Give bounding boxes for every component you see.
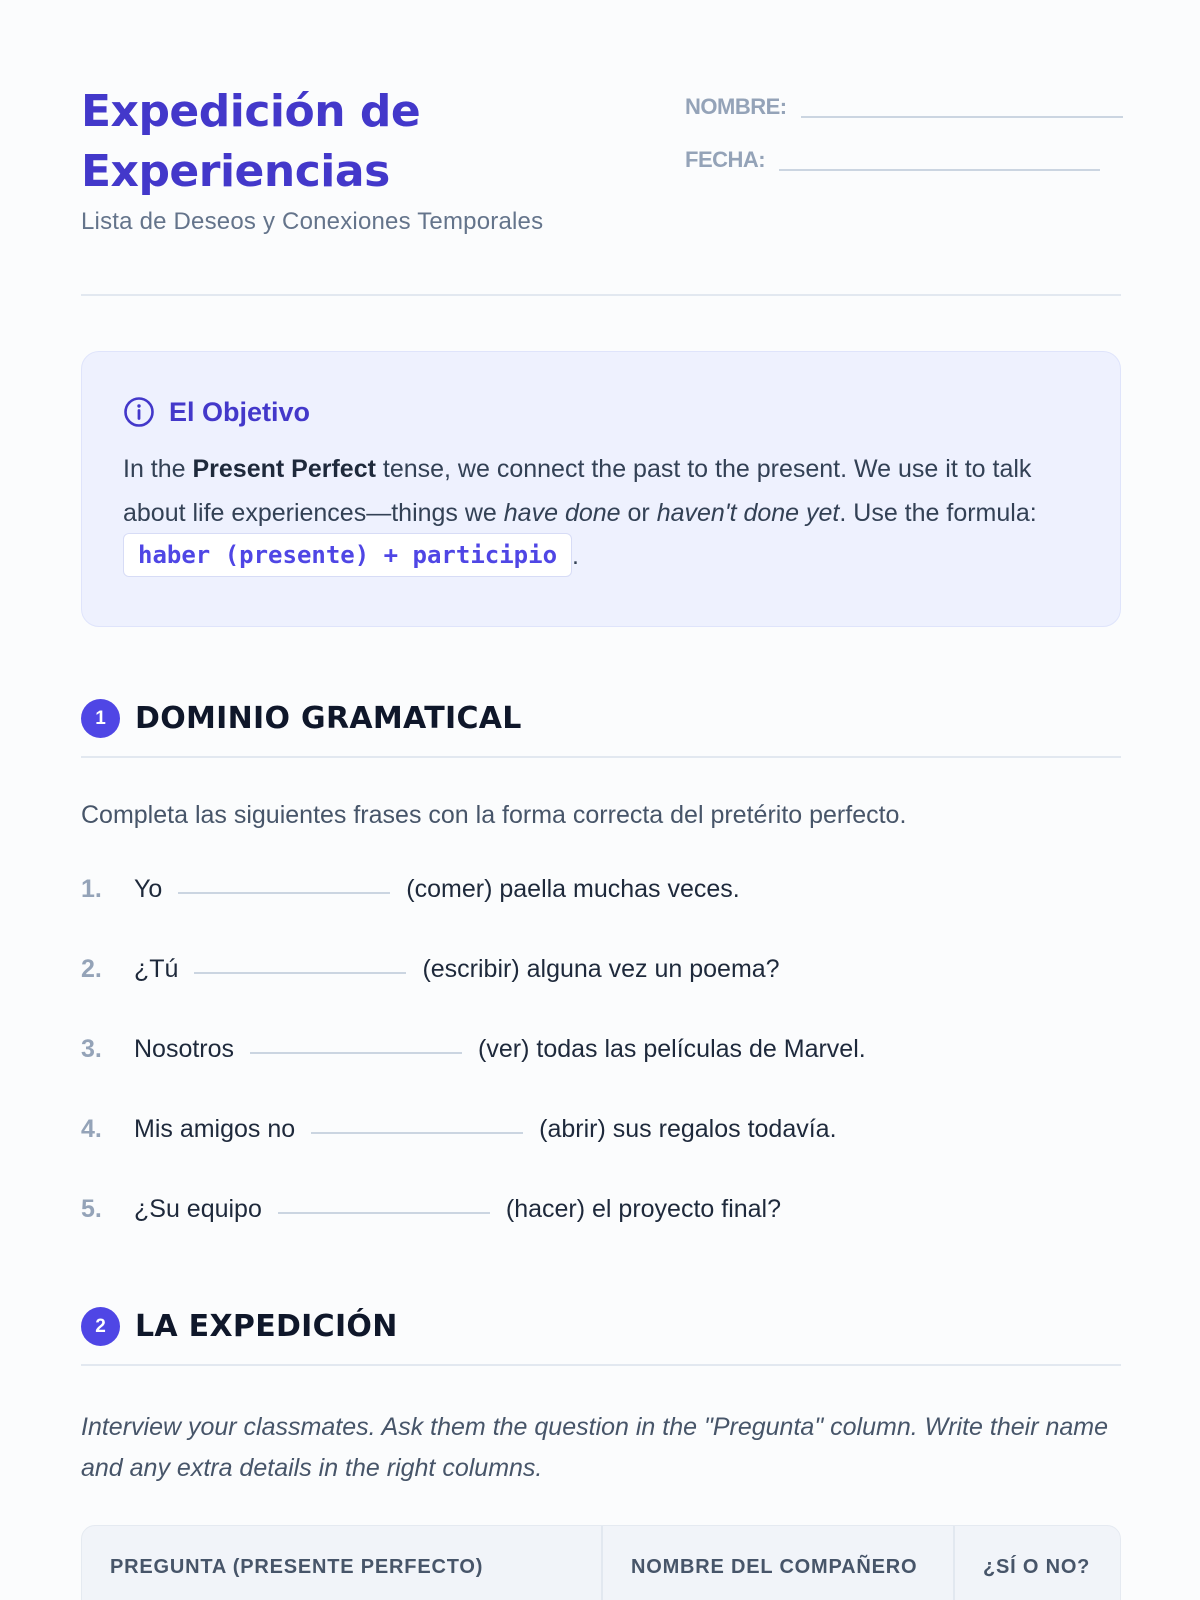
section-1-heading — [81, 699, 1121, 758]
nombre-field[interactable] — [801, 116, 1123, 118]
exercise-number: 3. — [81, 1035, 102, 1063]
exercise-number: 4. — [81, 1115, 102, 1143]
section-title: DOMINIO GRAMATICAL — [135, 701, 522, 736]
objective-italic-term: haven't done yet — [656, 498, 840, 527]
student-info — [685, 84, 1125, 190]
section-2-heading — [81, 1307, 1121, 1366]
objective-text-part: . Use the formula: — [839, 498, 1037, 527]
exercise-text-after: (abrir) sus regalos todavía. — [539, 1115, 837, 1143]
objective-bold-term: Present Perfect — [192, 455, 376, 483]
info-icon — [123, 396, 155, 428]
exercise-number: 2. — [81, 955, 102, 983]
exercise-text-after: (hacer) el proyecto final? — [505, 1195, 782, 1223]
section-title: LA EXPEDICIÓN — [135, 1309, 398, 1344]
exercise-number: 5. — [81, 1195, 102, 1223]
answer-blank[interactable] — [178, 892, 390, 894]
column-header-pregunta: PREGUNTA (PRESENTE PERFECTO) — [82, 1526, 603, 1600]
exercise-item — [81, 940, 1121, 984]
header-divider — [81, 294, 1121, 296]
page-title: Expedición de Experiencias — [81, 86, 421, 197]
exercise-item — [81, 1180, 1121, 1224]
answer-blank[interactable] — [250, 1052, 462, 1054]
section-number-badge: 1 — [81, 699, 120, 738]
fecha-row — [685, 137, 1125, 173]
objective-text-part: In the — [123, 455, 193, 483]
exercise-text-before: Yo — [134, 875, 163, 903]
objective-text-part: tense, we connect the past to the present. We use it to talk about life experiences—things we — [123, 455, 1032, 527]
objective-text — [123, 448, 1080, 579]
exercise-text-before: ¿Su equipo — [134, 1195, 262, 1223]
nombre-label: NOMBRE: — [685, 94, 787, 119]
objective-heading — [123, 396, 1080, 428]
page-subtitle: Lista de Deseos y Conexiones Temporales — [81, 208, 544, 235]
exercise-text-before: ¿Tú — [134, 955, 179, 983]
exercise-text-before: Mis amigos no — [134, 1115, 296, 1143]
objective-title: El Objetivo — [169, 396, 311, 427]
objective-box — [81, 351, 1121, 627]
section-number-badge: 2 — [81, 1307, 120, 1346]
exercise-item — [81, 1020, 1121, 1064]
exercise-item — [81, 860, 1121, 904]
exercise-text-after: (escribir) alguna vez un poema? — [422, 955, 780, 983]
column-header-nombre: NOMBRE DEL COMPAÑERO — [603, 1526, 955, 1600]
objective-text-part: or — [620, 498, 657, 527]
exercise-list — [81, 860, 1121, 1260]
section-1-instructions: Completa las siguientes frases con la forma correcta del pretérito perfecto. — [81, 801, 907, 829]
answer-blank[interactable] — [311, 1132, 523, 1134]
column-header-si-no: ¿SÍ O NO? — [983, 1555, 1091, 1578]
objective-italic-term: have done — [503, 498, 621, 527]
exercise-text-before: Nosotros — [134, 1035, 235, 1063]
section-2-instructions: Interview your classmates. Ask them the question in the "Pregunta" column. Write their name and any extra details in the right columns. — [81, 1413, 1109, 1482]
exercise-item — [81, 1100, 1121, 1144]
exercise-number: 1. — [81, 875, 102, 903]
exercise-text-after: (comer) paella muchas veces. — [406, 875, 740, 903]
interview-table — [81, 1525, 1121, 1600]
fecha-field[interactable] — [779, 169, 1100, 171]
fecha-label: FECHA: — [685, 147, 766, 172]
objective-text-part: . — [572, 542, 579, 570]
nombre-row — [685, 84, 1125, 120]
exercise-text-after: (ver) todas las películas de Marvel. — [478, 1035, 866, 1063]
answer-blank[interactable] — [194, 972, 406, 974]
formula-code: haber (presente) + participio — [123, 533, 572, 577]
answer-blank[interactable] — [278, 1212, 490, 1214]
